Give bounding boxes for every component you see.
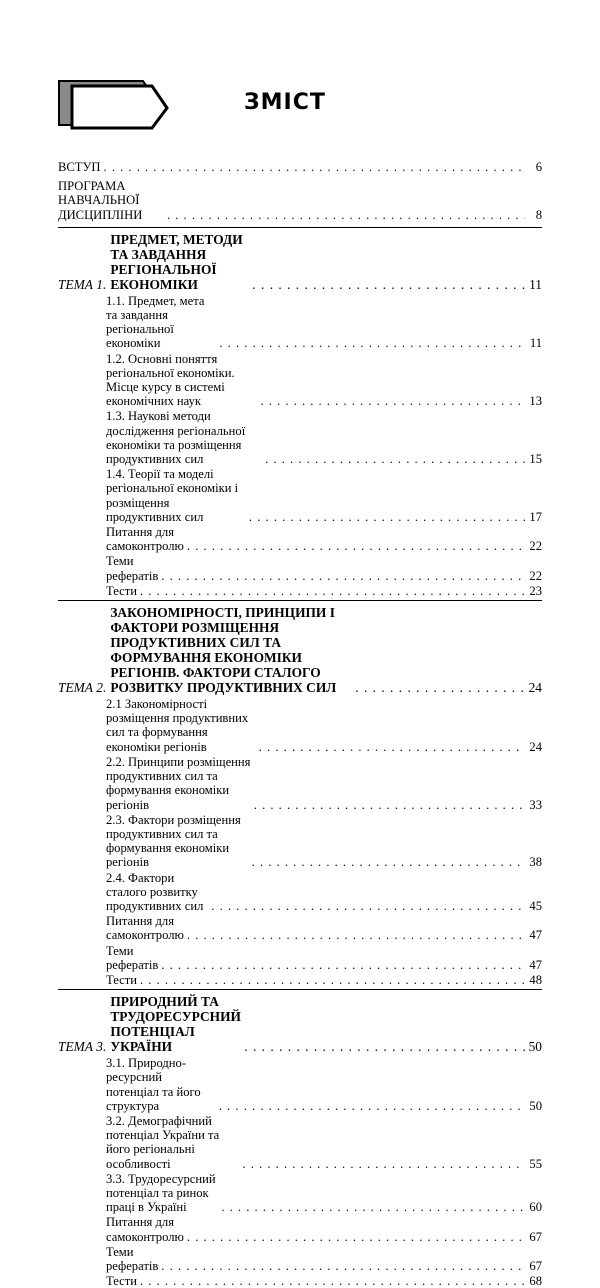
entry-title: Питання для самоконтролю	[106, 914, 184, 943]
page-number: 11	[529, 276, 542, 292]
entry-title: Теми рефератів	[106, 943, 159, 972]
dot-leader	[187, 1230, 525, 1244]
toc-subentry	[58, 1245, 542, 1273]
toc-subentry	[58, 352, 542, 409]
entry-title: Тести	[106, 1274, 137, 1288]
theme-divider	[58, 989, 542, 990]
entry-title: Тести	[106, 972, 137, 987]
dot-leader	[265, 452, 525, 466]
entry-title: 3.1. Природно-ресурсний потенціал та його структура	[106, 1056, 201, 1113]
dot-leader	[252, 277, 525, 292]
toc-subentry	[58, 409, 542, 466]
entry-title: ПРИРОДНИЙ ТА ТРУДОРЕСУРСНИЙ ПОТЕНЦІАЛ УКРАЇНИ	[110, 994, 241, 1055]
dot-leader	[260, 394, 525, 408]
entry-title: 1.4. Теорії та моделі регіональної економіки і розміщення продуктивних сил	[106, 467, 239, 524]
theme-divider	[58, 600, 542, 601]
toc-subentry	[58, 294, 542, 351]
dot-leader	[219, 336, 525, 350]
entry-title: ПРОГРАМА НАВЧАЛЬНОЇ ДИСЦИПЛІНИ	[58, 179, 143, 222]
dot-leader	[140, 584, 525, 598]
toc-subentry	[58, 1274, 542, 1288]
page-number: 55	[529, 1156, 542, 1171]
toc-subentry	[58, 697, 542, 754]
page-number: 48	[529, 972, 542, 987]
dot-leader	[252, 855, 525, 869]
entry-title: Теми рефератів	[106, 554, 159, 583]
dot-leader	[104, 160, 525, 174]
table-of-contents	[58, 157, 542, 1288]
page-number: 68	[529, 1274, 542, 1288]
dot-leader	[187, 539, 525, 553]
entry-title: Теми рефератів	[106, 1244, 159, 1273]
toc-subentry	[58, 755, 542, 812]
dot-leader	[161, 958, 525, 972]
dot-leader	[244, 1039, 525, 1054]
page-number: 67	[529, 1258, 542, 1273]
page-title: ЗМІСТ	[244, 90, 326, 115]
entry-title: 2.1 Закономірності розміщення продуктивних сил та формування економіки регіонів	[106, 697, 249, 754]
toc-subentry	[58, 467, 542, 524]
toc-subentry	[58, 914, 542, 942]
page-number: 50	[528, 1039, 542, 1055]
dot-leader	[211, 899, 525, 913]
toc-entry	[58, 179, 542, 222]
entry-title: 2.4. Фактори сталого розвитку продуктивних сил	[106, 870, 204, 913]
entry-title: ПРЕДМЕТ, МЕТОДИ ТА ЗАВДАННЯ РЕГІОНАЛЬНОЇ ЕКОНОМІКИ	[110, 231, 243, 292]
page-number: 13	[529, 394, 542, 409]
page-number: 45	[529, 898, 542, 913]
entry-title: ЗАКОНОМІРНОСТІ, ПРИНЦИПИ І ФАКТОРИ РОЗМІЩЕННЯ ПРОДУКТИВНИХ СИЛ ТА ФОРМУВАННЯ ЕКОНОМІКИ РЕГІОНІВ. ФАКТОРИ СТАЛОГО РОЗВИТКУ ПРОДУКТИВНИХ СИЛ	[110, 605, 337, 696]
dot-leader	[140, 973, 525, 987]
page-number: 67	[529, 1229, 542, 1244]
toc-subentry	[58, 525, 542, 553]
page-number: 17	[529, 509, 542, 524]
page-number: 11	[529, 336, 542, 351]
theme-divider	[58, 227, 542, 228]
dot-leader	[219, 1099, 525, 1113]
page-number: 47	[529, 957, 542, 972]
entry-title: Тести	[106, 583, 137, 598]
dot-leader	[161, 569, 525, 583]
entry-title: 1.1. Предмет, мета та завдання регіональної економіки	[106, 293, 205, 351]
page-number: 38	[529, 855, 542, 870]
page-number: 15	[529, 452, 542, 467]
toc-subentry	[58, 871, 542, 914]
page-number: 47	[529, 928, 542, 943]
theme-heading	[58, 994, 542, 1054]
page-number: 23	[529, 583, 542, 598]
toc-subentry	[58, 813, 542, 870]
dot-leader	[259, 740, 525, 754]
page-number: 22	[529, 568, 542, 583]
dot-leader	[167, 208, 525, 222]
dot-leader	[355, 680, 525, 695]
toc-subentry	[58, 944, 542, 972]
dot-leader	[187, 928, 525, 942]
theme-heading	[58, 232, 542, 292]
toc-entry	[58, 160, 542, 174]
toc-subentry	[58, 1056, 542, 1113]
entry-title: 1.2. Основні поняття регіональної економіки. Місце курсу в системі економічних наук	[106, 351, 235, 409]
header-arrow-graphic	[58, 80, 170, 135]
page-number: 50	[529, 1098, 542, 1113]
page-number: 33	[529, 797, 542, 812]
toc-subentry	[58, 973, 542, 987]
dot-leader	[221, 1200, 525, 1214]
entry-title: 3.2. Демографічний потенціал України та його регіональні особливості	[106, 1113, 220, 1171]
entry-title: Питання для самоконтролю	[106, 1215, 184, 1244]
entry-title: 3.3. Трудоресурсний потенціал та ринок праці в Україні	[106, 1171, 216, 1215]
dot-leader	[140, 1274, 525, 1288]
dot-leader	[242, 1157, 525, 1171]
page-number: 22	[529, 539, 542, 554]
page-number: 8	[535, 207, 542, 222]
dot-leader	[161, 1259, 525, 1273]
page-number: 24	[528, 680, 542, 696]
entry-title: 2.3. Фактори розміщення продуктивних сил та формування економіки регіонів	[106, 812, 241, 870]
toc-subentry	[58, 1215, 542, 1243]
dot-leader	[249, 510, 525, 524]
entry-title: ВСТУП	[58, 160, 101, 174]
theme-heading	[58, 605, 542, 695]
toc-subentry	[58, 1172, 542, 1215]
theme-number: ТЕМА 1.	[58, 276, 107, 292]
page-number: 6	[535, 160, 542, 174]
toc-subentry	[58, 1114, 542, 1171]
toc-subentry	[58, 584, 542, 598]
page-number: 24	[529, 739, 542, 754]
theme-number: ТЕМА 3.	[58, 1039, 107, 1055]
toc-subentry	[58, 554, 542, 582]
entry-title: 1.3. Наукові методи дослідження регіональної економіки та розміщення продуктивних сил	[106, 409, 246, 467]
entry-title: Питання для самоконтролю	[106, 525, 184, 554]
page-number: 60	[529, 1200, 542, 1215]
dot-leader	[254, 798, 525, 812]
entry-title: 2.2. Принципи розміщення продуктивних сил та формування економіки регіонів	[106, 754, 251, 812]
theme-number: ТЕМА 2.	[58, 680, 107, 696]
